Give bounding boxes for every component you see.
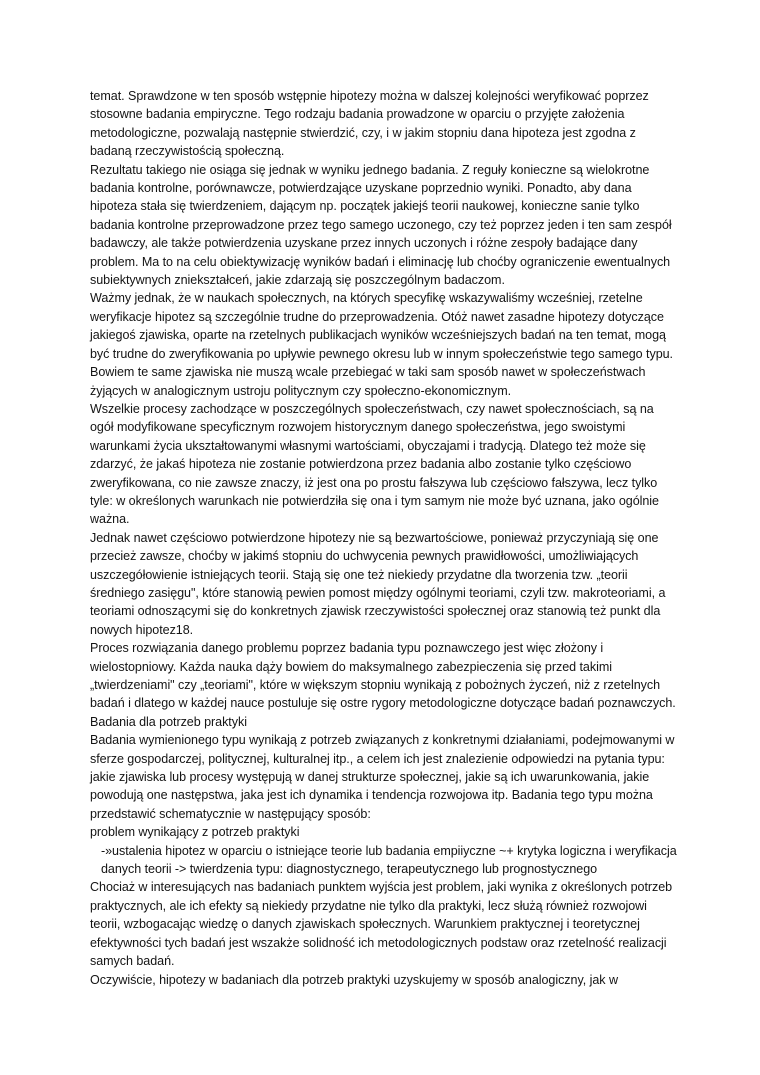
section-heading: Badania dla potrzeb praktyki	[90, 714, 247, 729]
paragraph-7: Badania wymienionego typu wynikają z potrzeb związanych z konkretnymi działaniami, podejmowanymi w sferze gospodarczej, politycznej, kulturalnej itp., a celem ich jest znalezienie odpowiedzi na pytania typu: jakie zjawiska lub procesy występują w danej strukturze społecznej, jakie są ich uwarunkowania, jakie powodują one następstwa, jaka jest ich dynamika i tendencja rozwojowa itp. Badania tego typu można przedstawić schematycznie w następujący sposób:	[90, 733, 675, 821]
paragraph-9: Oczywiście, hipotezy w badaniach dla potrzeb praktyki uzyskujemy w sposób analogiczny, jak w	[90, 972, 618, 987]
paragraph-3: Ważmy jednak, że w naukach społecznych, na których specyfikę wskazywaliśmy wcześniej, rzetelne weryfikacje hipotez są szczególnie trudne do przeprowadzenia. Otóż nawet zasadne hipotezy dotyczące jakiegoś zjawiska, oparte na rzetelnych publikacjach wyników wcześniejszych badań na ten temat, mogą być trudne do zweryfikowania po upływie pewnego okresu lub w innym społeczeństwie tego samego typu. Bowiem te same zjawiska nie muszą wcale przebiegać w taki sam sposób nawet w społeczeństwach żyjących w analogicznym ustroju politycznym czy społeczno-ekonomicznym.	[90, 291, 673, 398]
paragraph-1: temat. Sprawdzone w ten sposób wstępnie hipotezy można w dalszej kolejności weryfikować poprzez stosowne badania empiryczne. Tego rodzaju badania prowadzone w oparciu o przyjęte założenia metodologiczne, pozwalają następnie stwierdzić, czy, i w jakim stopniu dana hipoteza jest zgodna z badaną rzeczywistością społeczną.	[90, 89, 649, 159]
paragraph-5: Jednak nawet częściowo potwierdzone hipotezy nie są bezwartościowe, ponieważ przyczyniają się one przecież zawsze, choćby w jakimś stopniu do uchwycenia pewnych prawidłowości, umożliwiających uszczegółowienie istniejących teorii. Stają się one też niekiedy przydatne dla tworzenia tzw. „teorii średniego zasięgu", które stanowią pewien pomost między ogólnymi teoriami, czyli tzw. makroteoriami, a teoriami odnoszącymi się do konkretnych zjawisk rzeczywistości społecznej oraz stanowią też punkt dla nowych hipotez18.	[90, 530, 666, 637]
paragraph-6: Proces rozwiązania danego problemu poprzez badania typu poznawczego jest więc złożony i wielostopniowy. Każda nauka dąży bowiem do maksymalnego zabezpieczenia się przed takimi „twierdzeniami" czy „teoriami", które w większym stopniu wynikają z pobożnych życzeń, niż z rzetelnych badań i dlatego w każdej nauce postuluje się ostre rygory metodologiczne dotyczące badań poznawczych.	[90, 641, 676, 711]
schema-line-2: -»ustalenia hipotez w oparciu o istniejące teorie lub badania empiiyczne ~+ krytyka logiczna i weryfikacja danych teorii -> twierdzenia typu: diagnostycznego, terapeutycznego lub prognostycznego	[101, 843, 677, 877]
paragraph-2: Rezultatu takiego nie osiąga się jednak w wyniku jednego badania. Z reguły konieczne są wielokrotne badania kontrolne, porównawcze, potwierdzające uzyskane poprzednio wyniki. Ponadto, aby dana hipoteza stała się twierdzeniem, dającym np. początek jakiejś teorii naukowej, konieczne sanie tylko badania kontrolne przeprowadzone przez tego samego uczonego, czy też poprzez jeden i ten sam zespół badawczy, ale także potwierdzenia uzyskane przez innych uczonych i różne zespoły badające dany problem. Ma to na celu obiektywizację wyników badań i eliminację lub choćby ograniczenie ewentualnych subiektywnych zniekształceń, jakie zdarzają się poszczególnym badaczom.	[90, 162, 672, 288]
paragraph-4: Wszelkie procesy zachodzące w poszczególnych społeczeństwach, czy nawet społecznościach, są na ogół modyfikowane specyficznym rozwojem historycznym danego społeczeństwa, jego swoistymi warunkami życia ukształtowanymi własnymi wartościami, obyczajami i tradycją. Dlatego też może się zdarzyć, że jakaś hipoteza nie zostanie potwierdzona przez badania albo zostanie tylko częściowo zweryfikowana, co nie zawsze znaczy, iż jest ona po prostu fałszywa lub częściowo fałszywa, lecz tylko tyle: w określonych warunkach nie potwierdziła się ona i tym samym nie może być uznana, jako ogólnie ważna.	[90, 401, 659, 527]
paragraph-8: Chociaż w interesujących nas badaniach punktem wyjścia jest problem, jaki wynika z określonych potrzeb praktycznych, ale ich efekty są niekiedy przydatne nie tylko dla praktyki, lecz służą również rozwojowi teorii, wzbogacając wiedzę o danych zjawiskach społecznych. Warunkiem praktycznej i teoretycznej efektywności tych badań jest wszakże solidność ich metodologicznych podstaw oraz rzetelność realizacji samych badań.	[90, 880, 673, 969]
document-body	[90, 87, 680, 989]
schema-line-1: problem wynikający z potrzeb praktyki	[90, 825, 300, 840]
